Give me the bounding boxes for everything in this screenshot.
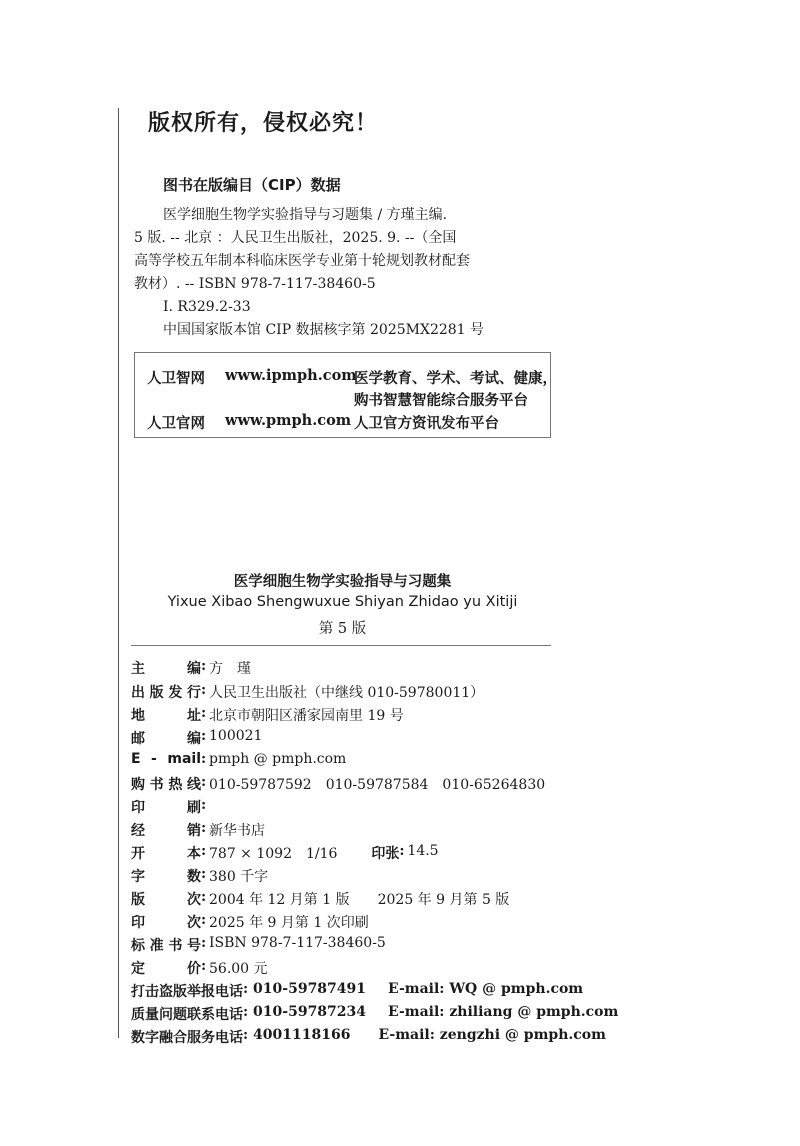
colophon-words: 字数 : 380 千字 <box>131 866 269 885</box>
colophon-printing: 印次 : 2025 年 9 月第 1 次印刷 <box>131 912 369 931</box>
copyright-notice: 版权所有，侵权必究！ <box>148 111 379 136</box>
cip-line-1: 医学细胞生物学实验指导与习题集 / 方瑾主编. <box>163 207 448 223</box>
book-title: 医学细胞生物学实验指导与习题集 <box>233 574 452 590</box>
divider <box>131 645 551 646</box>
cip-line-2: 5 版. -- 北京 ：人民卫生出版社，2025. 9. --（全国 <box>134 230 457 246</box>
cip-line-6: 中国国家版本馆 CIP 数据核字第 2025MX2281 号 <box>163 322 485 338</box>
colophon-hotline: 购书热线 : 010-59787592 010-59787584 010-65264830 <box>131 774 546 793</box>
colophon-publisher: 出版发行 : 人民卫生出版社（中继线 010-59780011） <box>131 682 485 701</box>
colophon-address: 地址 : 北京市朝阳区潘家园南里 19 号 <box>131 705 404 724</box>
platform-1-desc-cont: 购书智慧智能综合服务平台 <box>354 393 528 409</box>
margin-rule <box>118 108 119 1038</box>
cip-line-4: 教材）. -- ISBN 978-7-117-38460-5 <box>134 276 376 292</box>
cip-line-5: Ⅰ. R329.2-33 <box>163 299 251 315</box>
platform-1-name: 人卫智网 <box>147 371 205 387</box>
contact-quality: 质量问题联系电话 : 010-59787234 E-mail : zhiliang @ pmph.com <box>131 1004 619 1023</box>
cip-heading: 图书在版编目（CIP）数据 <box>163 176 341 194</box>
colophon-editions: 版次 : 2004 年 12 月第 1 版 2025 年 9 月第 5 版 <box>131 889 510 908</box>
book-edition: 第 5 版 <box>318 621 367 637</box>
platform-box <box>134 352 557 438</box>
contact-digital: 数字融合服务电话 : 4001118166 E-mail : zengzhi @ pmph.com <box>131 1027 606 1046</box>
colophon-email: E - mail : pmph @ pmph.com <box>131 751 347 767</box>
colophon-distributor: 经销 : 新华书店 <box>131 820 265 839</box>
colophon-isbn: 标准书号 : ISBN 978-7-117-38460-5 <box>131 935 386 954</box>
platform-1-url: www.ipmph.com <box>225 367 357 384</box>
platform-2-name: 人卫官网 <box>147 416 205 432</box>
cip-line-3: 高等学校五年制本科临床医学专业第十轮规划教材配套 <box>134 253 470 269</box>
platform-1-desc: 医学教育、学术、考试、健康， <box>354 371 557 387</box>
platform-2-desc: 人卫官方资讯发布平台 <box>354 416 499 432</box>
platform-2-url: www.pmph.com <box>225 412 352 429</box>
colophon-printer: 印刷 : <box>131 797 207 816</box>
contact-piracy: 打击盗版举报电话 : 010-59787491 E-mail : WQ @ pmph.com <box>131 981 584 1000</box>
colophon-format: 开本 : 787 × 1092 1/16 印张 : 14.5 <box>131 843 439 862</box>
book-pinyin: Yixue Xibao Shengwuxue Shiyan Zhidao yu Xitiji <box>167 594 518 610</box>
colophon-price: 定价 : 56.00 元 <box>131 958 268 977</box>
colophon-editor: 主编 : 方 瑾 <box>131 658 251 677</box>
colophon-postcode: 邮编 : 100021 <box>131 728 263 747</box>
